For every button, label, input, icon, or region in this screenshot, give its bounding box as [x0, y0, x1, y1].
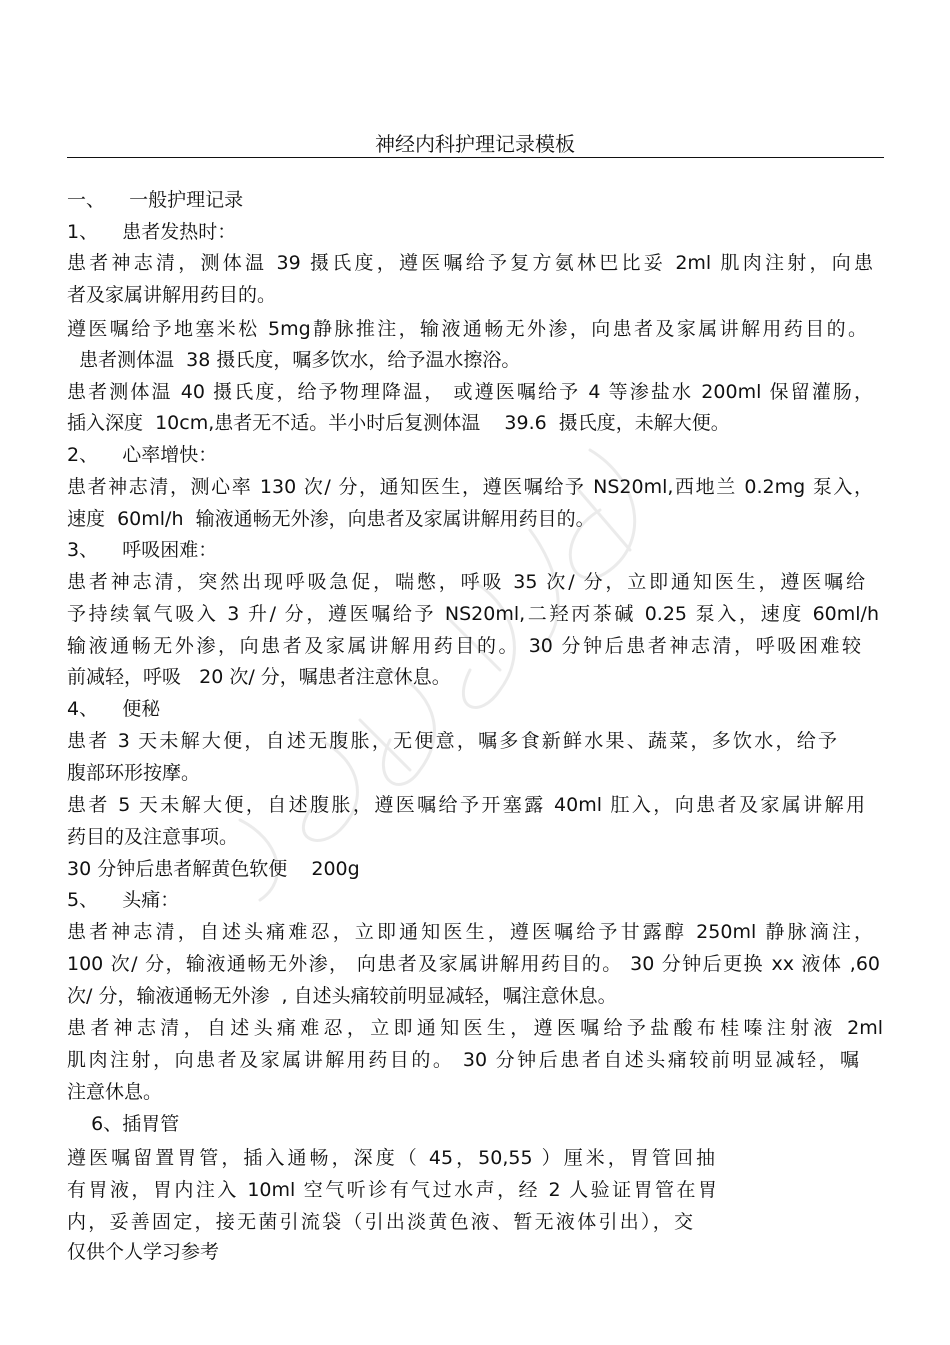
text-line: 肌肉注射，向患者及家属讲解用药目的。 30 分钟后患者自述头痛较前明显减轻，嘱	[67, 1049, 859, 1071]
text-line: 插入深度 10cm,患者无不适。半小时后复测体温 39.6 摄氏度，未解大便。	[67, 412, 730, 434]
subheading-fever: 1、 患者发热时：	[67, 221, 237, 243]
subheading-heart-rate: 2、 心率增快：	[67, 444, 218, 466]
text-line: 患者 5 天未解大便，自述腹胀，遵医嘱给予开塞露 40ml 肛入，向患者及家属讲解用	[67, 794, 865, 816]
text-line: 100 次/ 分，输液通畅无外渗， 向患者及家属讲解用药目的。 30 分钟后更换 xx 液体 ,60	[67, 953, 880, 975]
text-line: 输液通畅无外渗，向患者及家属讲解用药目的。 30 分钟后患者神志清，呼吸困难较	[67, 635, 861, 657]
text-line: 有胃液，胃内注入 10ml 空气听诊有气过水声，经 2 人验证胃管在胃	[67, 1179, 717, 1201]
text-line: 患者神志清，测体温 39 摄氏度，遵医嘱给予复方氨林巴比妥 2ml 肌肉注射，向患	[67, 252, 873, 274]
text-line: 药目的及注意事项。	[67, 826, 239, 848]
text-line: 次/ 分，输液通畅无外渗 , 自述头痛较前明显减轻，嘱注意休息。	[67, 985, 617, 1007]
text-line: 遵医嘱留置胃管，插入通畅，深度（ 45，50,55 ）厘米，胃管回抽	[67, 1147, 715, 1169]
text-line: 予持续氧气吸入 3 升/ 分，遵医嘱给予 NS20ml,二羟丙茶碱 0.25 泵入，速度 60ml/h	[67, 603, 879, 625]
text-line: 患者测体温 40 摄氏度，给予物理降温， 或遵医嘱给予 4 等渗盐水 200ml 保留灌肠，	[67, 381, 873, 403]
text-line: 速度 60ml/h 输液通畅无外渗，向患者及家属讲解用药目的。	[67, 508, 595, 530]
section-heading-general: 一、 一般护理记录	[67, 189, 244, 211]
text-line: 30 分钟后患者解黄色软便 200g	[67, 858, 360, 880]
title-underline	[67, 157, 884, 158]
text-line: 患者神志清，突然出现呼吸急促，喘憋，呼吸 35 次/ 分，立即通知医生，遵医嘱给	[67, 571, 865, 593]
text-line: 患者神志清，测心率 130 次/ 分，通知医生，遵医嘱给予 NS20ml,西地兰 0.2mg 泵入，	[67, 476, 873, 498]
subheading-headache: 5、 头痛：	[67, 889, 180, 911]
subheading-constipation: 4、 便秘	[67, 698, 161, 720]
text-line: 患者神志清，自述头痛难忍，立即通知医生，遵医嘱给予甘露醇 250ml 静脉滴注，	[67, 921, 873, 943]
subheading-dyspnea: 3、 呼吸困难：	[67, 539, 218, 561]
document-title: 神经内科护理记录模板	[375, 132, 575, 156]
text-line: 患者测体温 38 摄氏度，嘱多饮水，给予温水擦浴。	[67, 349, 521, 371]
footer-note: 仅供个人学习参考	[67, 1241, 220, 1263]
text-line: 腹部环形按摩。	[67, 762, 201, 784]
text-line: 患者 3 天未解大便，自述无腹胀，无便意，嘱多食新鲜水果、蔬菜，多饮水，给予	[67, 730, 837, 752]
text-line: 注意休息。	[67, 1081, 163, 1103]
text-line: 患者神志清，自述头痛难忍，立即通知医生，遵医嘱给予盐酸布桂嗪注射液 2ml	[67, 1017, 883, 1039]
subheading-gastric-tube: 6、插胃管	[67, 1113, 180, 1135]
text-line: 者及家属讲解用药目的。	[67, 284, 277, 306]
text-line: 前减轻，呼吸 20 次/ 分，嘱患者注意休息。	[67, 666, 451, 688]
text-line: 遵医嘱给予地塞米松 5mg静脉推注，输液通畅无外渗，向患者及家属讲解用药目的。	[67, 318, 867, 340]
text-line: 内，妥善固定，接无菌引流袋（引出淡黄色液、暂无液体引出），交	[67, 1211, 693, 1233]
